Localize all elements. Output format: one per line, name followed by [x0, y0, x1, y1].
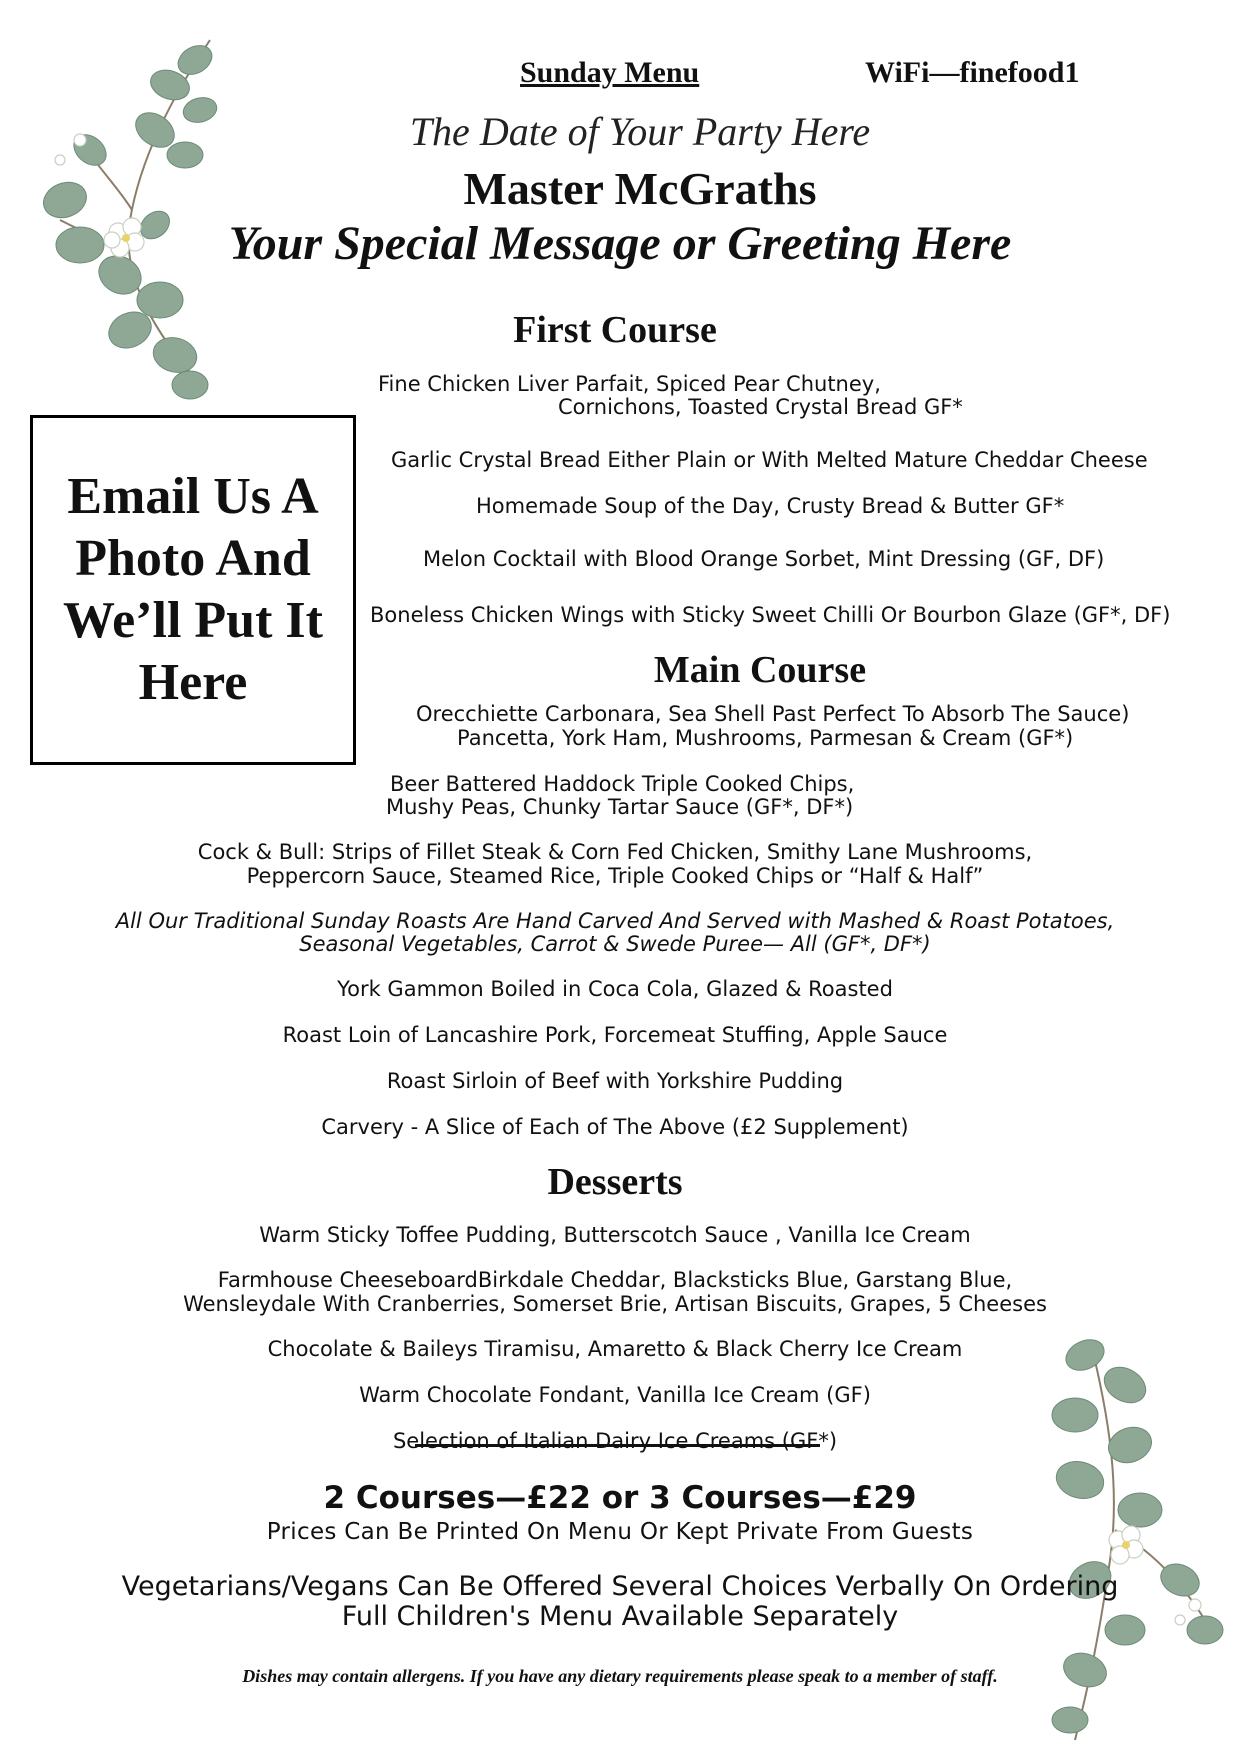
sunday-roasts-note-line-2: Seasonal Vegetables, Carrot & Swede Puree— All (GF*, DF*)	[299, 932, 931, 956]
price-line: 2 Courses—£22 or 3 Courses—£29	[323, 1480, 917, 1516]
divider-line	[415, 1444, 820, 1447]
main-course-item-2-line-2: Mushy Peas, Chunky Tartar Sauce (GF*, DF*)	[386, 795, 854, 819]
first-course-item-2: Garlic Crystal Bread Either Plain or With Melted Mature Cheddar Cheese	[391, 448, 1148, 472]
first-course-item-3: Homemade Soup of the Day, Crusty Bread & Butter GF*	[476, 494, 1065, 518]
dessert-item-1: Warm Sticky Toffee Pudding, Butterscotch Sauce , Vanilla Ice Cream	[259, 1223, 971, 1247]
eucalyptus-decoration-top-left	[20, 20, 250, 410]
main-course-item-7: Roast Sirloin of Beef with Yorkshire Pudding	[386, 1069, 844, 1093]
main-course-item-6: Roast Loin of Lancashire Pork, Forcemeat Stuffing, Apple Sauce	[282, 1023, 948, 1047]
dessert-item-2-line-1: Farmhouse CheeseboardBirkdale Cheddar, Blacksticks Blue, Garstang Blue,	[217, 1268, 1013, 1292]
first-course-heading: First Course	[513, 309, 717, 351]
dessert-item-2-line-2: Wensleydale With Cranberries, Somerset Brie, Artisan Biscuits, Grapes, 5 Cheeses	[183, 1292, 1047, 1316]
desserts-heading: Desserts	[547, 1161, 683, 1203]
photo-placeholder-box	[30, 415, 356, 765]
greeting-placeholder: Your Special Message or Greeting Here	[228, 217, 1012, 270]
first-course-item-1-line-2: Cornichons, Toasted Crystal Bread GF*	[558, 395, 963, 419]
dessert-item-5: Selection of Italian Dairy Ice Creams (GF*)	[392, 1429, 838, 1453]
allergen-note: Dishes may contain allergens. If you have any dietary requirements please speak to a member of staff.	[242, 1666, 998, 1686]
price-note: Prices Can Be Printed On Menu Or Kept Private From Guests	[266, 1519, 974, 1545]
first-course-item-5: Boneless Chicken Wings with Sticky Sweet Chilli Or Bourbon Glaze (GF*, DF)	[370, 603, 1171, 627]
main-course-item-1-line-2: Pancetta, York Ham, Mushrooms, Parmesan & Cream (GF*)	[457, 726, 1074, 750]
wifi-info: WiFi—finefood1	[865, 56, 1080, 89]
dessert-item-4: Warm Chocolate Fondant, Vanilla Ice Cream (GF)	[359, 1383, 871, 1407]
vegetarian-note-line-1: Vegetarians/Vegans Can Be Offered Several Choices Verbally On Ordering	[121, 1571, 1119, 1602]
main-course-item-2-line-1: Beer Battered Haddock Triple Cooked Chips,	[390, 772, 855, 796]
main-course-item-8: Carvery - A Slice of Each of The Above (£2 Supplement)	[321, 1115, 909, 1139]
main-course-item-1-line-1: Orecchiette Carbonara, Sea Shell Past Perfect To Absorb The Sauce)	[416, 702, 1130, 726]
main-course-item-3-line-1: Cock & Bull: Strips of Fillet Steak & Corn Fed Chicken, Smithy Lane Mushrooms,	[197, 840, 1033, 864]
sunday-roasts-note-line-1: All Our Traditional Sunday Roasts Are Hand Carved And Served with Mashed & Roast Potatoes,	[115, 909, 1115, 933]
main-course-item-5: York Gammon Boiled in Coca Cola, Glazed & Roasted	[337, 977, 893, 1001]
vegetarian-note	[0, 1572, 1240, 1632]
first-course-item-4: Melon Cocktail with Blood Orange Sorbet, Mint Dressing (GF, DF)	[423, 547, 1105, 571]
photo-placeholder-text: Email Us A Photo And We’ll Put It Here	[63, 468, 323, 711]
main-course-heading: Main Course	[653, 649, 867, 691]
dessert-item-3: Chocolate & Baileys Tiramisu, Amaretto & Black Cherry Ice Cream	[267, 1337, 963, 1361]
party-date-placeholder: The Date of Your Party Here	[409, 109, 871, 154]
venue-name: Master McGraths	[463, 163, 817, 214]
children-menu-note: Full Children's Menu Available Separately	[341, 1601, 899, 1632]
main-course-item-3-line-2: Peppercorn Sauce, Steamed Rice, Triple Cooked Chips or “Half & Half”	[246, 864, 984, 888]
first-course-item-1-line-1: Fine Chicken Liver Parfait, Spiced Pear Chutney,	[378, 372, 881, 396]
menu-title: Sunday Menu	[520, 56, 700, 89]
